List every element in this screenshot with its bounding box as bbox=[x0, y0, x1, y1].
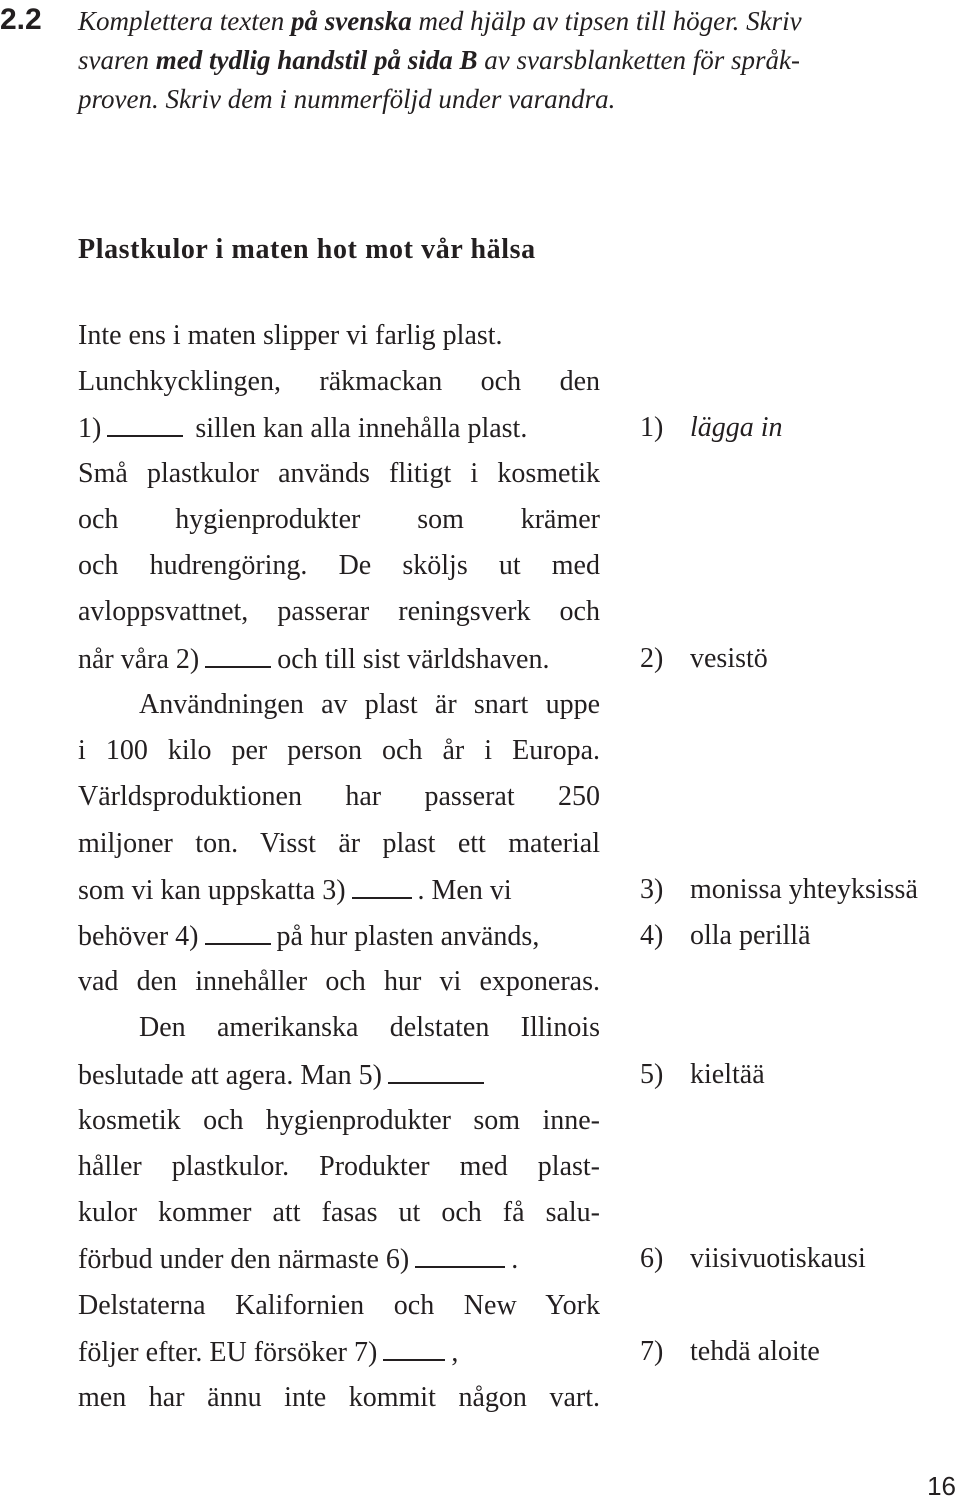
article-line: men har ännu inte kommit någon vart. bbox=[78, 1382, 600, 1413]
article-line: förbud under den närmaste 6) . bbox=[78, 1240, 600, 1279]
answer-blank-3 bbox=[352, 871, 412, 899]
article-title: Plastkulor i maten hot mot vår hälsa bbox=[78, 234, 536, 265]
article-line: och hygienprodukter som krämer bbox=[78, 504, 600, 535]
article-line: 1) sillen kan alla innehålla plast. bbox=[78, 409, 600, 448]
article-line: Den amerikanska delstaten Illinois bbox=[139, 1012, 600, 1043]
task-number: 2.2 bbox=[0, 3, 42, 36]
article-line: och hudrengöring. De sköljs ut med bbox=[78, 550, 600, 581]
article-line: Delstaterna Kalifornien och New York bbox=[78, 1290, 600, 1321]
instruction-line-3: proven. Skriv dem i nummerföljd under varandra. bbox=[78, 84, 616, 114]
hint-text: vesistö bbox=[690, 643, 768, 674]
hint-text: kieltää bbox=[690, 1059, 765, 1090]
article-line: Inte ens i maten slipper vi farlig plast. bbox=[78, 320, 503, 351]
hint-text: tehdä aloite bbox=[690, 1336, 820, 1367]
article-line: vad den innehåller och hur vi exponeras. bbox=[78, 966, 600, 997]
instruction-line-2: svaren med tydlig handstil på sida B av svarsblanketten för språk- bbox=[78, 45, 800, 75]
answer-blank-5 bbox=[388, 1056, 484, 1084]
article-line: når våra 2) och till sist världshaven. bbox=[78, 640, 600, 679]
article-line: i 100 kilo per person och år i Europa. bbox=[78, 735, 600, 766]
hint-number: 5) bbox=[640, 1059, 664, 1090]
hint-text: olla perillä bbox=[690, 920, 811, 951]
answer-blank-7 bbox=[383, 1333, 445, 1361]
article-line: Världsproduktionen har passerat 250 bbox=[78, 781, 600, 812]
article-line: kosmetik och hygienprodukter som inne- bbox=[78, 1105, 600, 1136]
hint-number: 3) bbox=[640, 874, 664, 905]
answer-blank-1 bbox=[107, 409, 183, 437]
article-line: följer efter. EU försöker 7) , bbox=[78, 1333, 600, 1372]
page-number: 16 bbox=[927, 1471, 956, 1501]
article-line: Användningen av plast är snart uppe bbox=[139, 689, 600, 720]
instruction-line-1: Komplettera texten på svenska med hjälp av tipsen till höger. Skriv bbox=[78, 6, 802, 36]
hint-text: viisivuotiskausi bbox=[690, 1243, 866, 1274]
answer-blank-6 bbox=[415, 1240, 505, 1268]
article-line: kulor kommer att fasas ut och få salu- bbox=[78, 1197, 600, 1228]
hint-number: 1) bbox=[640, 412, 664, 443]
answer-blank-2 bbox=[205, 640, 271, 668]
hint-number: 6) bbox=[640, 1243, 664, 1274]
article-line: Lunchkycklingen, räkmackan och den bbox=[78, 366, 600, 397]
article-line: håller plastkulor. Produkter med plast- bbox=[78, 1151, 600, 1182]
hint-text: lägga in bbox=[690, 412, 783, 443]
hint-text: monissa yhteyksissä bbox=[690, 874, 918, 905]
answer-blank-4 bbox=[205, 917, 271, 945]
hint-number: 7) bbox=[640, 1336, 664, 1367]
article-line: beslutade att agera. Man 5) bbox=[78, 1056, 600, 1095]
hint-number: 2) bbox=[640, 643, 664, 674]
article-line: behöver 4) på hur plasten används, bbox=[78, 917, 600, 956]
article-line: avloppsvattnet, passerar reningsverk och bbox=[78, 596, 600, 627]
article-line: Små plastkulor används flitigt i kosmetik bbox=[78, 458, 600, 489]
article-line: som vi kan uppskatta 3) . Men vi bbox=[78, 871, 600, 910]
article-line: miljoner ton. Visst är plast ett material bbox=[78, 828, 600, 859]
hint-number: 4) bbox=[640, 920, 664, 951]
